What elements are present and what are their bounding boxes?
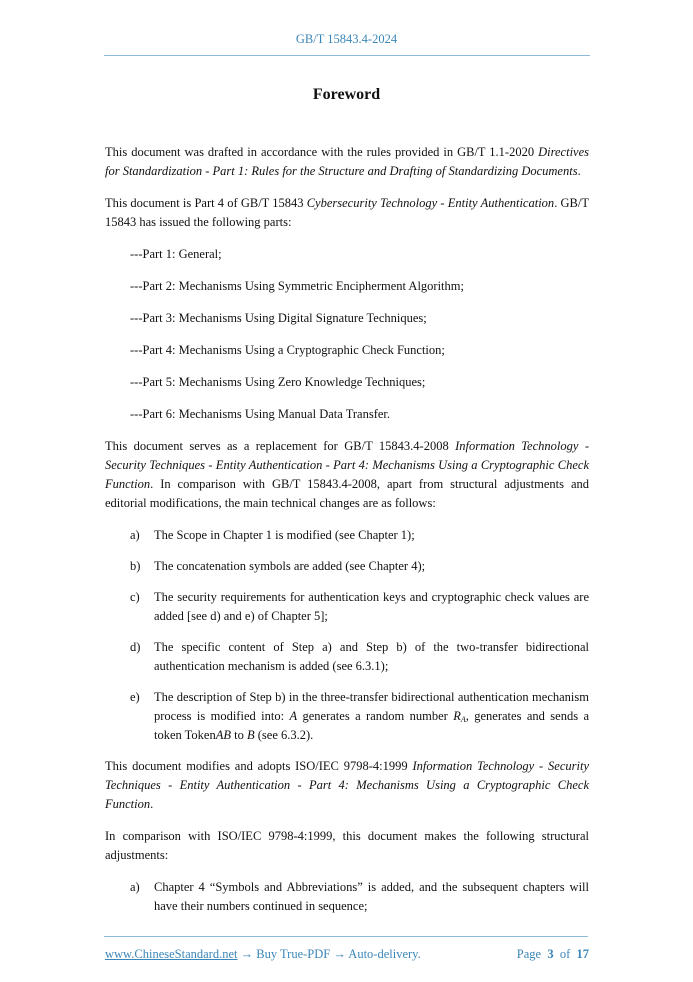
- subscript-text: A: [460, 715, 466, 724]
- adjustment-item: [130, 878, 589, 916]
- paragraph: [105, 143, 589, 181]
- part-item: ---Part 4: Mechanisms Using a Cryptographic Check Function;: [130, 343, 445, 357]
- italic-text: B: [247, 728, 255, 742]
- footer: [105, 946, 589, 962]
- item-text: [154, 557, 589, 576]
- running-header: GB/T 15843.4-2024: [295, 32, 398, 46]
- italic-text: A: [289, 709, 298, 723]
- footer-left: [105, 946, 421, 962]
- item-label: b): [130, 559, 141, 573]
- page-number: 3: [547, 947, 554, 961]
- text-run: .: [577, 164, 581, 178]
- text-run: . GB/T 15843 has issued the following parts:: [105, 196, 589, 229]
- italic-text: Information Technology - Security Techniques - Entity Authentication - Part 4: Mechanisms Using a Cryptographic Check Function: [105, 439, 589, 491]
- item-text: [154, 638, 589, 676]
- text-run: generates a random number: [297, 709, 454, 723]
- page-word: Page: [516, 947, 542, 961]
- paragraph: [105, 827, 589, 865]
- of-word: of: [559, 947, 571, 961]
- change-item: [130, 688, 589, 745]
- page-title: Foreword: [312, 86, 381, 103]
- part-item: ---Part 2: Mechanisms Using Symmetric Encipherment Algorithm;: [130, 279, 464, 293]
- text-run: The Scope in Chapter 1 is modified (see Chapter 1);: [154, 528, 415, 542]
- part-item: ---Part 6: Mechanisms Using Manual Data Transfer.: [130, 407, 391, 421]
- text-run: This document was drafted in accordance with the rules provided in GB/T 1.1-2020: [105, 145, 539, 159]
- text-run: The security requirements for authentication keys and cryptographic check values are added [see d) and e) of Chapter 5];: [154, 590, 589, 623]
- italic-text: Cybersecurity Technology - Entity Authentication: [306, 196, 555, 210]
- italic-text: R: [453, 709, 461, 723]
- page-indicator: [517, 946, 589, 962]
- italic-text: AB: [215, 728, 232, 742]
- part-item: ---Part 1: General;: [130, 247, 222, 261]
- item-label: a): [130, 880, 140, 894]
- text-run: This document is Part 4 of GB/T 15843: [105, 196, 307, 210]
- text-run: This document modifies and adopts ISO/IEC 9798-4:1999: [105, 759, 413, 773]
- text-run: The specific content of Step a) and Step b) of the two-transfer bidirectional authentication mechanism is added (see 6.3.1);: [154, 640, 589, 673]
- page-total: 17: [576, 947, 589, 961]
- item-text: [154, 688, 589, 745]
- change-item: [130, 526, 589, 545]
- text-run: . In comparison with GB/T 15843.4-2008, apart from structural adjustments and editorial modifications, the main technical changes are as follows:: [105, 477, 589, 510]
- text-run: The description of Step b) in the three-transfer bidirectional authentication mechanism process is modified into:: [154, 690, 589, 723]
- part-item: ---Part 3: Mechanisms Using Digital Signature Techniques;: [130, 311, 427, 325]
- item-text: [154, 878, 589, 916]
- item-label: e): [130, 690, 140, 704]
- item-text: [154, 526, 589, 545]
- change-item: [130, 588, 589, 626]
- change-item: [130, 638, 589, 676]
- text-run: In comparison with ISO/IEC 9798-4:1999, this document makes the following structural adjustments:: [105, 829, 589, 862]
- part-item: ---Part 5: Mechanisms Using Zero Knowledge Techniques;: [130, 375, 426, 389]
- footer-divider: [104, 936, 588, 937]
- text-run: .: [150, 797, 154, 811]
- text-run: , generates and sends a token Token: [154, 709, 590, 742]
- text-run: to: [231, 728, 247, 742]
- text-run: The concatenation symbols are added (see Chapter 4);: [154, 559, 426, 573]
- text-run: Chapter 4 “Symbols and Abbreviations” is added, and the subsequent chapters will have their numbers continued in sequence;: [154, 880, 589, 913]
- paragraph: [105, 437, 589, 513]
- italic-text: Information Technology - Security Techniques - Entity Authentication - Part 4: Mechanisms Using a Cryptographic Check Function: [105, 759, 590, 811]
- item-label: c): [130, 590, 140, 604]
- italic-text: Directives for Standardization - Part 1: Rules for the Structure and Drafting of Standardizing Documents: [105, 145, 589, 178]
- header-divider: [104, 55, 590, 56]
- page-body: [105, 143, 589, 928]
- paragraph: [105, 194, 589, 232]
- item-text: [154, 588, 589, 626]
- item-label: a): [130, 528, 140, 542]
- footer-promo: → Buy True-PDF → Auto-delivery.: [237, 947, 421, 961]
- paragraph: [105, 757, 589, 814]
- text-run: This document serves as a replacement for GB/T 15843.4-2008: [105, 439, 456, 453]
- footer-area: [0, 928, 693, 962]
- website-link[interactable]: www.ChineseStandard.net: [105, 947, 238, 961]
- text-run: (see 6.3.2).: [254, 728, 314, 742]
- item-label: d): [130, 640, 141, 654]
- change-item: [130, 557, 589, 576]
